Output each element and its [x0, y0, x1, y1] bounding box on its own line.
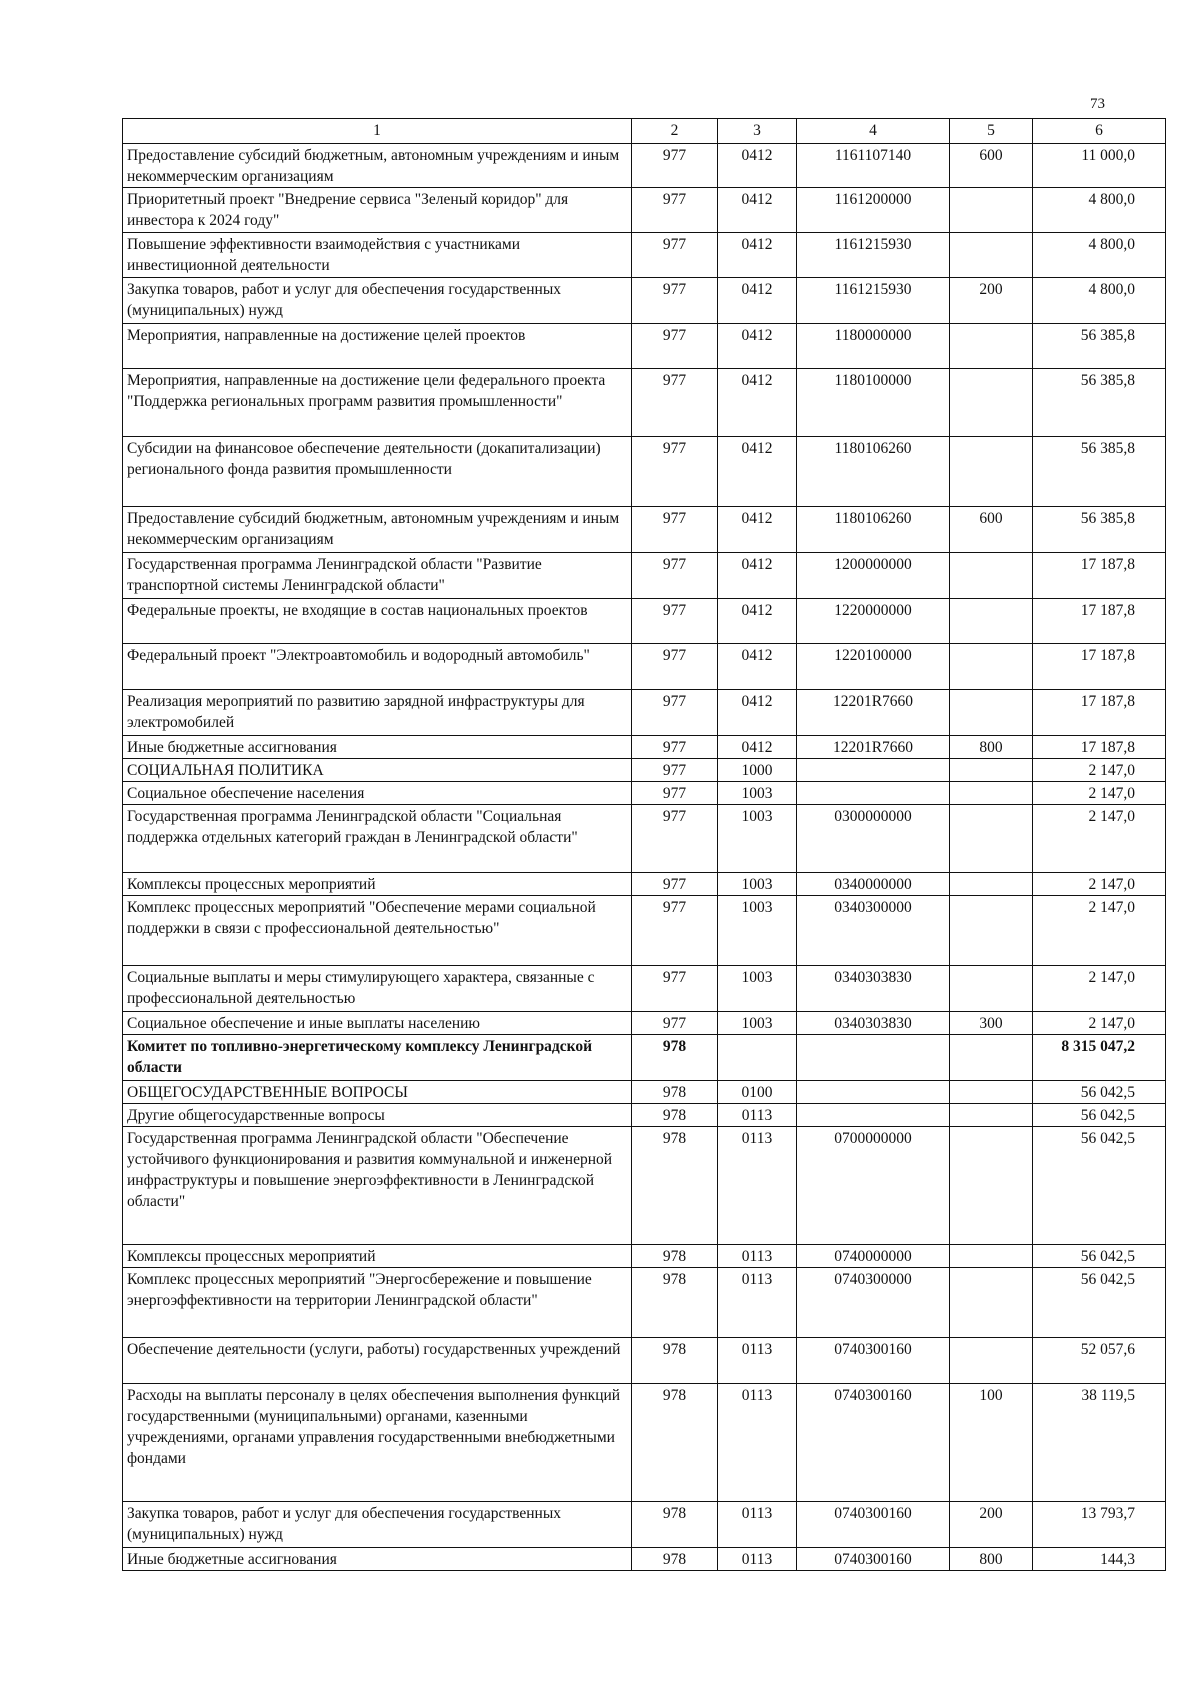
- table-row: [123, 437, 1166, 507]
- row-code-3: 0113: [718, 1502, 797, 1548]
- row-code-5: [950, 553, 1033, 599]
- row-code-5: 600: [950, 507, 1033, 553]
- row-code-2: 978: [632, 1338, 718, 1384]
- row-code-4: 1200000000: [797, 553, 950, 599]
- row-code-3: 0412: [718, 507, 797, 553]
- header-cell-2: 2: [632, 119, 718, 144]
- row-code-4: 1180106260: [797, 437, 950, 507]
- row-name: Мероприятия, направленные на достижение целей проектов: [123, 324, 632, 369]
- row-code-3: 0412: [718, 644, 797, 690]
- row-code-2: 977: [632, 782, 718, 805]
- row-amount: 17 187,8: [1033, 553, 1166, 599]
- row-code-4: 1161215930: [797, 233, 950, 278]
- row-code-5: [950, 1035, 1033, 1081]
- row-code-2: 977: [632, 507, 718, 553]
- row-code-3: 0412: [718, 690, 797, 736]
- table-row: [123, 644, 1166, 690]
- table-row: [123, 553, 1166, 599]
- row-name: Субсидии на финансовое обеспечение деятельности (докапитализации) регионального фонда развития промышленности: [123, 437, 632, 507]
- table-row: [123, 1127, 1166, 1245]
- row-code-3: 0412: [718, 278, 797, 324]
- table-row: [123, 1245, 1166, 1268]
- row-code-5: [950, 759, 1033, 782]
- row-code-4: 1161200000: [797, 188, 950, 233]
- row-code-2: 978: [632, 1268, 718, 1338]
- row-amount: 2 147,0: [1033, 782, 1166, 805]
- row-code-2: 977: [632, 188, 718, 233]
- row-code-5: [950, 873, 1033, 896]
- row-code-4: [797, 782, 950, 805]
- row-code-4: [797, 759, 950, 782]
- row-code-2: 977: [632, 553, 718, 599]
- table-row: [123, 369, 1166, 437]
- header-cell-1: 1: [123, 119, 632, 144]
- row-code-5: [950, 599, 1033, 644]
- row-code-3: 0412: [718, 324, 797, 369]
- table-row: [123, 1384, 1166, 1502]
- row-code-4: 1220100000: [797, 644, 950, 690]
- header-cell-6: 6: [1033, 119, 1166, 144]
- row-code-3: 1003: [718, 966, 797, 1012]
- row-amount: 56 385,8: [1033, 369, 1166, 437]
- row-name: Другие общегосударственные вопросы: [123, 1104, 632, 1127]
- row-code-2: 977: [632, 873, 718, 896]
- row-amount: 56 042,5: [1033, 1245, 1166, 1268]
- table-row: [123, 1104, 1166, 1127]
- table-row: [123, 736, 1166, 759]
- table-row: [123, 278, 1166, 324]
- table-header-row: [123, 119, 1166, 144]
- row-name: Иные бюджетные ассигнования: [123, 1548, 632, 1571]
- row-code-5: [950, 1338, 1033, 1384]
- row-code-4: 0740300160: [797, 1338, 950, 1384]
- row-code-3: 0113: [718, 1245, 797, 1268]
- row-name: Государственная программа Ленинградской области "Социальная поддержка отдельных категорий граждан в Ленинградской области": [123, 805, 632, 873]
- row-code-4: 0340303830: [797, 1012, 950, 1035]
- row-amount: 2 147,0: [1033, 1012, 1166, 1035]
- row-code-2: 977: [632, 644, 718, 690]
- row-name: Федеральные проекты, не входящие в состав национальных проектов: [123, 599, 632, 644]
- row-code-2: 977: [632, 437, 718, 507]
- row-code-3: 0113: [718, 1548, 797, 1571]
- row-code-5: [950, 966, 1033, 1012]
- row-code-2: 977: [632, 966, 718, 1012]
- row-amount: 13 793,7: [1033, 1502, 1166, 1548]
- row-code-3: 0412: [718, 144, 797, 188]
- row-amount: 56 042,5: [1033, 1127, 1166, 1245]
- row-code-2: 978: [632, 1127, 718, 1245]
- row-amount: 8 315 047,2: [1033, 1035, 1166, 1081]
- row-code-4: 0340303830: [797, 966, 950, 1012]
- row-amount: 17 187,8: [1033, 690, 1166, 736]
- row-amount: 52 057,6: [1033, 1338, 1166, 1384]
- row-code-3: 0412: [718, 188, 797, 233]
- table-row: [123, 599, 1166, 644]
- row-name: Социальное обеспечение населения: [123, 782, 632, 805]
- row-code-5: [950, 782, 1033, 805]
- row-code-2: 977: [632, 1012, 718, 1035]
- row-code-4: 1180100000: [797, 369, 950, 437]
- table-row: [123, 1081, 1166, 1104]
- row-code-4: 1180000000: [797, 324, 950, 369]
- row-code-2: 978: [632, 1502, 718, 1548]
- row-name: Обеспечение деятельности (услуги, работы) государственных учреждений: [123, 1338, 632, 1384]
- row-amount: 2 147,0: [1033, 759, 1166, 782]
- table-row: [123, 873, 1166, 896]
- row-name: Мероприятия, направленные на достижение цели федерального проекта "Поддержка региональных программ развития промышленности": [123, 369, 632, 437]
- row-code-4: 0300000000: [797, 805, 950, 873]
- row-name: Государственная программа Ленинградской области "Обеспечение устойчивого функционирования и развития коммунальной и инженерной инфраструктуры и повышение энергоэффективности в Ленинградской области": [123, 1127, 632, 1245]
- row-name: Федеральный проект "Электроавтомобиль и водородный автомобиль": [123, 644, 632, 690]
- row-name: Предоставление субсидий бюджетным, автономным учреждениям и иным некоммерческим организациям: [123, 144, 632, 188]
- row-amount: 56 042,5: [1033, 1104, 1166, 1127]
- row-amount: 56 385,8: [1033, 437, 1166, 507]
- row-code-3: 0113: [718, 1268, 797, 1338]
- row-code-2: 978: [632, 1104, 718, 1127]
- row-code-3: [718, 1035, 797, 1081]
- row-code-2: 978: [632, 1081, 718, 1104]
- row-code-3: 0412: [718, 233, 797, 278]
- row-amount: 2 147,0: [1033, 805, 1166, 873]
- row-code-2: 977: [632, 896, 718, 966]
- row-name: Комплексы процессных мероприятий: [123, 873, 632, 896]
- row-code-3: 0412: [718, 736, 797, 759]
- row-code-4: 0740300160: [797, 1502, 950, 1548]
- row-code-3: 1003: [718, 1012, 797, 1035]
- row-amount: 4 800,0: [1033, 278, 1166, 324]
- row-code-2: 978: [632, 1245, 718, 1268]
- row-code-4: 0340300000: [797, 896, 950, 966]
- row-code-3: 0100: [718, 1081, 797, 1104]
- table-row: [123, 759, 1166, 782]
- row-name: Комплекс процессных мероприятий "Обеспечение мерами социальной поддержки в связи с профессиональной деятельностью": [123, 896, 632, 966]
- table-row: [123, 233, 1166, 278]
- row-code-4: 1161215930: [797, 278, 950, 324]
- row-amount: 17 187,8: [1033, 599, 1166, 644]
- row-code-4: 0740300000: [797, 1268, 950, 1338]
- table-row: [123, 1338, 1166, 1384]
- row-code-4: 12201R7660: [797, 690, 950, 736]
- row-name: СОЦИАЛЬНАЯ ПОЛИТИКА: [123, 759, 632, 782]
- row-amount: 56 042,5: [1033, 1268, 1166, 1338]
- row-code-5: 800: [950, 736, 1033, 759]
- row-code-3: 0113: [718, 1384, 797, 1502]
- table-row: [123, 324, 1166, 369]
- row-code-5: [950, 805, 1033, 873]
- row-code-5: [950, 690, 1033, 736]
- row-code-2: 978: [632, 1548, 718, 1571]
- page-number: 73: [1090, 96, 1105, 112]
- table-row: [123, 690, 1166, 736]
- row-name: Иные бюджетные ассигнования: [123, 736, 632, 759]
- table-row: [123, 144, 1166, 188]
- row-name: Комитет по топливно-энергетическому комплексу Ленинградской области: [123, 1035, 632, 1081]
- row-code-3: 1003: [718, 896, 797, 966]
- row-code-5: [950, 896, 1033, 966]
- row-code-2: 977: [632, 144, 718, 188]
- row-amount: 4 800,0: [1033, 188, 1166, 233]
- row-code-4: [797, 1104, 950, 1127]
- table-row: [123, 188, 1166, 233]
- table-row: [123, 1035, 1166, 1081]
- table-row: [123, 1548, 1166, 1571]
- row-code-4: 12201R7660: [797, 736, 950, 759]
- row-amount: 17 187,8: [1033, 644, 1166, 690]
- table-row: [123, 805, 1166, 873]
- row-code-2: 977: [632, 736, 718, 759]
- table-row: [123, 1268, 1166, 1338]
- row-code-5: 800: [950, 1548, 1033, 1571]
- header-cell-5: 5: [950, 119, 1033, 144]
- row-code-3: 0412: [718, 599, 797, 644]
- row-code-2: 977: [632, 805, 718, 873]
- row-code-5: [950, 1081, 1033, 1104]
- row-name: Социальное обеспечение и иные выплаты населению: [123, 1012, 632, 1035]
- row-code-5: [950, 369, 1033, 437]
- row-code-3: 1003: [718, 873, 797, 896]
- row-code-5: 200: [950, 1502, 1033, 1548]
- row-code-2: 977: [632, 278, 718, 324]
- row-amount: 144,3: [1033, 1548, 1166, 1571]
- row-amount: 2 147,0: [1033, 873, 1166, 896]
- row-code-5: [950, 1104, 1033, 1127]
- row-name: Комплекс процессных мероприятий "Энергосбережение и повышение энергоэффективности на территории Ленинградской области": [123, 1268, 632, 1338]
- row-name: Социальные выплаты и меры стимулирующего характера, связанные с профессиональной деятельностью: [123, 966, 632, 1012]
- row-code-4: 1180106260: [797, 507, 950, 553]
- row-amount: 4 800,0: [1033, 233, 1166, 278]
- row-code-2: 977: [632, 759, 718, 782]
- row-code-5: [950, 1268, 1033, 1338]
- row-code-2: 977: [632, 369, 718, 437]
- row-code-4: 0740300160: [797, 1548, 950, 1571]
- row-code-4: 0740300160: [797, 1384, 950, 1502]
- row-code-4: [797, 1081, 950, 1104]
- row-code-5: [950, 644, 1033, 690]
- row-code-5: [950, 188, 1033, 233]
- row-code-5: 100: [950, 1384, 1033, 1502]
- row-code-4: [797, 1035, 950, 1081]
- table-row: [123, 896, 1166, 966]
- row-code-2: 977: [632, 690, 718, 736]
- row-code-5: [950, 1245, 1033, 1268]
- row-code-2: 978: [632, 1035, 718, 1081]
- table-row: [123, 507, 1166, 553]
- row-code-3: 0412: [718, 437, 797, 507]
- row-code-3: 0113: [718, 1338, 797, 1384]
- budget-table: [122, 118, 1166, 1571]
- row-name: Реализация мероприятий по развитию зарядной инфраструктуры для электромобилей: [123, 690, 632, 736]
- header-cell-4: 4: [797, 119, 950, 144]
- row-code-3: 0412: [718, 369, 797, 437]
- row-name: Комплексы процессных мероприятий: [123, 1245, 632, 1268]
- row-name: Закупка товаров, работ и услуг для обеспечения государственных (муниципальных) нужд: [123, 1502, 632, 1548]
- row-code-4: 0700000000: [797, 1127, 950, 1245]
- row-code-3: 0113: [718, 1127, 797, 1245]
- row-code-3: 0113: [718, 1104, 797, 1127]
- row-code-4: 0340000000: [797, 873, 950, 896]
- row-name: Приоритетный проект "Внедрение сервиса "Зеленый коридор" для инвестора к 2024 году": [123, 188, 632, 233]
- row-amount: 56 042,5: [1033, 1081, 1166, 1104]
- row-amount: 11 000,0: [1033, 144, 1166, 188]
- row-code-2: 977: [632, 233, 718, 278]
- row-code-5: [950, 437, 1033, 507]
- row-code-5: [950, 233, 1033, 278]
- row-amount: 38 119,5: [1033, 1384, 1166, 1502]
- row-code-3: 1003: [718, 782, 797, 805]
- row-name: Расходы на выплаты персоналу в целях обеспечения выполнения функций государственными (муниципальными) органами, казенными учреждениями, органами управления государственными внебюджетными фондами: [123, 1384, 632, 1502]
- row-code-5: [950, 1127, 1033, 1245]
- row-amount: 56 385,8: [1033, 507, 1166, 553]
- row-name: Предоставление субсидий бюджетным, автономным учреждениям и иным некоммерческим организациям: [123, 507, 632, 553]
- row-code-4: 1161107140: [797, 144, 950, 188]
- row-code-3: 1000: [718, 759, 797, 782]
- row-code-3: 1003: [718, 805, 797, 873]
- header-cell-3: 3: [718, 119, 797, 144]
- row-code-2: 977: [632, 324, 718, 369]
- row-name: Государственная программа Ленинградской области "Развитие транспортной системы Ленинградской области": [123, 553, 632, 599]
- row-amount: 2 147,0: [1033, 966, 1166, 1012]
- table-row: [123, 966, 1166, 1012]
- row-code-5: 200: [950, 278, 1033, 324]
- row-code-5: 600: [950, 144, 1033, 188]
- row-code-4: 0740000000: [797, 1245, 950, 1268]
- row-code-2: 978: [632, 1384, 718, 1502]
- row-code-5: 300: [950, 1012, 1033, 1035]
- table-row: [123, 1502, 1166, 1548]
- row-amount: 2 147,0: [1033, 896, 1166, 966]
- table-row: [123, 782, 1166, 805]
- row-name: Повышение эффективности взаимодействия с участниками инвестиционной деятельности: [123, 233, 632, 278]
- table-row: [123, 1012, 1166, 1035]
- row-amount: 17 187,8: [1033, 736, 1166, 759]
- row-amount: 56 385,8: [1033, 324, 1166, 369]
- row-code-4: 1220000000: [797, 599, 950, 644]
- row-name: ОБЩЕГОСУДАРСТВЕННЫЕ ВОПРОСЫ: [123, 1081, 632, 1104]
- row-code-2: 977: [632, 599, 718, 644]
- row-name: Закупка товаров, работ и услуг для обеспечения государственных (муниципальных) нужд: [123, 278, 632, 324]
- row-code-3: 0412: [718, 553, 797, 599]
- row-code-5: [950, 324, 1033, 369]
